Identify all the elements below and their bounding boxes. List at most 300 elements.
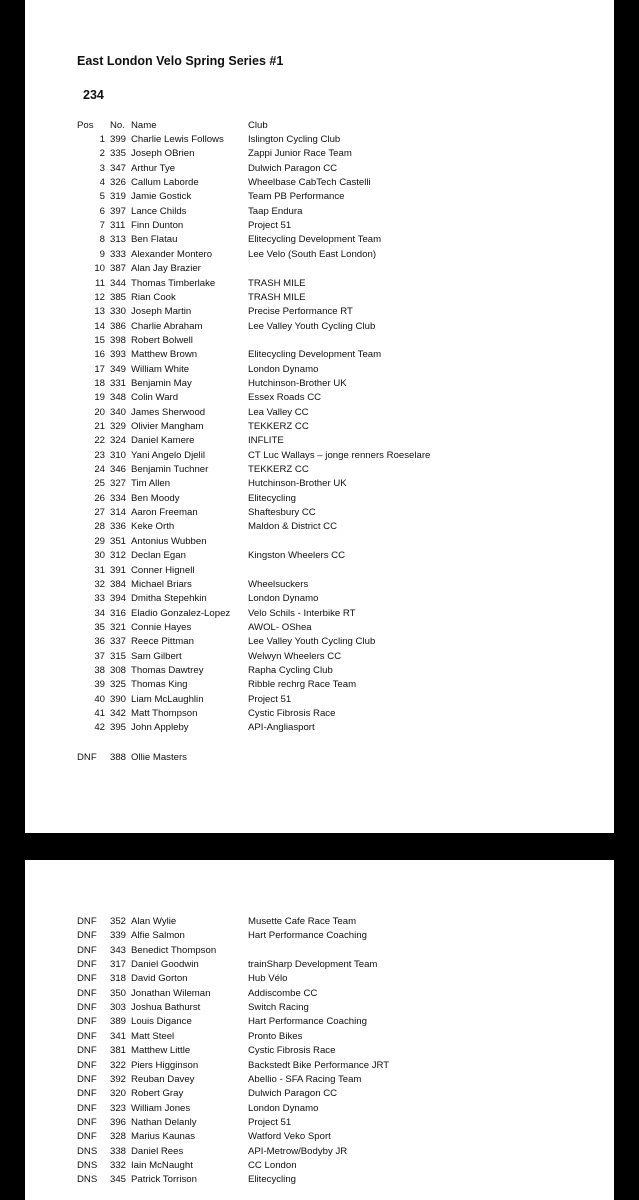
- row-club: Team PB Performance: [248, 191, 345, 203]
- row-pos: 17: [94, 363, 105, 375]
- row-name: Matt Thompson: [131, 708, 198, 719]
- result-row: [25, 391, 614, 405]
- result-row: [25, 1173, 614, 1187]
- result-row: [25, 334, 614, 348]
- row-pos: DNF: [77, 1088, 97, 1100]
- result-row: [25, 578, 614, 592]
- row-club: Project 51: [248, 220, 292, 232]
- row-pos: 14: [94, 320, 105, 332]
- row-club: Welwyn Wheelers CC: [248, 650, 342, 662]
- row-pos: 10: [94, 263, 105, 275]
- row-name: Matthew Brown: [131, 349, 198, 361]
- row-number: 315: [110, 650, 127, 662]
- row-number: 396: [110, 1116, 127, 1128]
- row-club: Precise Performance RT: [248, 306, 353, 318]
- result-row: [25, 205, 614, 219]
- row-club: TEKKERZ CC: [248, 421, 309, 432]
- row-pos: 18: [94, 377, 105, 389]
- row-number: 311: [110, 220, 126, 232]
- row-number: 344: [110, 277, 127, 289]
- result-row: [25, 1116, 614, 1130]
- row-number: 332: [110, 1159, 127, 1171]
- row-number: 320: [110, 1088, 127, 1100]
- row-club: Lee Velo (South East London): [248, 248, 377, 260]
- row-number: 394: [110, 593, 127, 605]
- result-row: [25, 420, 614, 434]
- result-row: [25, 915, 614, 929]
- row-name: Colin Ward: [131, 392, 179, 404]
- row-number: 348: [110, 392, 127, 404]
- result-row: [25, 406, 614, 420]
- row-club: Elitecycling Development Team: [248, 234, 382, 246]
- result-row: [25, 219, 614, 233]
- result-row: [25, 693, 614, 707]
- row-number: 330: [110, 306, 127, 318]
- row-club: Wheelsuckers: [248, 578, 309, 590]
- row-pos: 2: [99, 148, 105, 160]
- row-name: Daniel Goodwin: [131, 959, 199, 971]
- result-row: [25, 535, 614, 549]
- result-row: [25, 147, 614, 161]
- row-pos: 41: [94, 708, 105, 719]
- row-pos: DNF: [77, 1016, 97, 1028]
- row-name: Arthur Tye: [131, 162, 176, 174]
- row-pos: 16: [94, 349, 105, 361]
- row-name: Charlie Lewis Follows: [131, 134, 224, 145]
- row-number: 387: [110, 263, 127, 275]
- result-row: [25, 449, 614, 463]
- row-number: 393: [110, 349, 127, 361]
- row-name: Keke Orth: [131, 521, 175, 533]
- row-name: Jonathan Wileman: [131, 987, 211, 999]
- row-club: Watford Veko Sport: [248, 1131, 331, 1143]
- row-pos: 7: [99, 220, 105, 232]
- row-number: 397: [110, 205, 127, 217]
- row-name: Olivier Mangham: [131, 421, 204, 432]
- result-row: [25, 958, 614, 972]
- row-number: 324: [110, 435, 127, 447]
- row-name: Alfie Salmon: [131, 930, 185, 942]
- row-club: Shaftesbury CC: [248, 507, 316, 519]
- row-club: Hart Performance Coaching: [248, 1016, 367, 1028]
- row-name: Connie Hayes: [131, 621, 192, 633]
- result-row: [25, 277, 614, 291]
- result-row: [25, 664, 614, 678]
- result-row: [25, 1145, 614, 1159]
- row-pos: 22: [94, 435, 105, 447]
- result-row: [25, 972, 614, 986]
- row-club: AWOL- OShea: [248, 621, 312, 633]
- row-pos: 32: [94, 578, 105, 590]
- row-club: Project 51: [248, 1116, 292, 1128]
- row-pos: 19: [94, 392, 105, 404]
- row-pos: DNF: [77, 1116, 97, 1128]
- row-pos: DNS: [77, 1174, 98, 1186]
- row-name: Joseph OBrien: [131, 148, 195, 160]
- row-name: Matt Steel: [131, 1030, 175, 1042]
- row-number: 351: [110, 535, 127, 547]
- row-number: 341: [110, 1030, 127, 1042]
- result-row: [25, 549, 614, 563]
- row-club: Musette Cafe Race Team: [248, 916, 357, 927]
- row-pos: DNF: [77, 959, 97, 971]
- row-pos: 40: [94, 693, 105, 705]
- row-number: 327: [110, 478, 127, 490]
- row-number: 395: [110, 722, 127, 734]
- row-name: Yani Angelo Djelil: [131, 449, 205, 461]
- row-name: Dmitha Stepehkin: [131, 593, 207, 605]
- row-name: Alan Wylie: [131, 916, 177, 927]
- row-name: Antonius Wubben: [131, 535, 207, 547]
- row-name: Rian Cook: [131, 291, 176, 303]
- row-pos: DNF: [77, 752, 97, 763]
- result-row: [25, 1087, 614, 1101]
- row-number: 392: [110, 1073, 127, 1085]
- row-club: Backstedt Bike Performance JRT: [248, 1059, 390, 1071]
- result-row: [25, 987, 614, 1001]
- row-name: Charlie Abraham: [131, 320, 203, 332]
- row-pos: 6: [99, 205, 105, 217]
- row-pos: 33: [94, 593, 105, 605]
- result-row: [25, 650, 614, 664]
- row-club: Cystic Fibrosis Race: [248, 708, 336, 719]
- row-club: Ribble rechrg Race Team: [248, 679, 357, 691]
- row-number: 386: [110, 320, 127, 332]
- row-pos: 30: [94, 550, 105, 562]
- row-club: Abellio - SFA Racing Team: [248, 1073, 362, 1085]
- row-name: Liam McLaughlin: [131, 693, 204, 705]
- row-name: David Gorton: [131, 973, 188, 985]
- row-name: William Jones: [131, 1102, 191, 1114]
- row-name: Callum Laborde: [131, 177, 199, 189]
- row-name: Joseph Martin: [131, 306, 192, 318]
- row-number: 334: [110, 492, 127, 504]
- result-row: [25, 377, 614, 391]
- row-club: Hutchinson-Brother UK: [248, 478, 347, 490]
- row-pos: 26: [94, 492, 105, 504]
- row-number: 308: [110, 664, 127, 676]
- row-club: Hart Performance Coaching: [248, 930, 367, 942]
- result-row: [25, 363, 614, 377]
- row-name: Iain McNaught: [131, 1159, 193, 1171]
- row-club: Islington Cycling Club: [248, 134, 341, 145]
- row-club: London Dynamo: [248, 363, 319, 375]
- row-name: Patrick Torrison: [131, 1174, 197, 1186]
- row-club: TRASH MILE: [248, 291, 306, 303]
- row-name: Benedict Thompson: [131, 944, 217, 956]
- row-number: 342: [110, 708, 127, 719]
- row-pos: 38: [94, 664, 105, 676]
- row-pos: DNF: [77, 1059, 97, 1071]
- row-number: 338: [110, 1145, 127, 1157]
- row-name: Aaron Freeman: [131, 507, 198, 519]
- result-row: [25, 929, 614, 943]
- row-name: Louis Digance: [131, 1016, 192, 1028]
- row-number: 340: [110, 406, 127, 418]
- row-pos: 31: [94, 564, 105, 576]
- row-club: Elitecycling Development Team: [248, 349, 382, 361]
- row-pos: 29: [94, 535, 105, 547]
- row-pos: DNS: [77, 1159, 98, 1171]
- row-pos: DNF: [77, 1045, 97, 1057]
- row-club: Lee Valley Youth Cycling Club: [248, 636, 376, 648]
- header-name: Name: [131, 120, 157, 131]
- row-number: 312: [110, 550, 127, 562]
- row-pos: DNF: [77, 930, 97, 942]
- row-number: 328: [110, 1131, 127, 1143]
- row-number: 398: [110, 334, 127, 346]
- row-name: Jamie Gostick: [131, 191, 192, 203]
- row-pos: 12: [94, 291, 105, 303]
- row-pos: 39: [94, 679, 105, 691]
- row-pos: 34: [94, 607, 105, 619]
- row-number: 347: [110, 162, 127, 174]
- row-club: Maldon & District CC: [248, 521, 338, 533]
- row-number: 326: [110, 177, 127, 189]
- result-row: [25, 1130, 614, 1144]
- result-row: [25, 477, 614, 491]
- row-club: Essex Roads CC: [248, 392, 322, 404]
- row-pos: DNF: [77, 1030, 97, 1042]
- result-row: [25, 506, 614, 520]
- result-row: [25, 1159, 614, 1173]
- row-number: 337: [110, 636, 127, 648]
- result-row: [25, 320, 614, 334]
- row-club: Cystic Fibrosis Race: [248, 1045, 336, 1057]
- row-club: Switch Racing: [248, 1002, 309, 1014]
- row-club: Velo Schils - Interbike RT: [248, 607, 356, 619]
- row-number: 339: [110, 930, 127, 942]
- result-row: [25, 1044, 614, 1058]
- row-pos: 27: [94, 507, 105, 519]
- row-number: 317: [110, 959, 127, 971]
- row-number: 399: [110, 134, 127, 145]
- row-club: Kingston Wheelers CC: [248, 550, 346, 562]
- row-name: Tim Allen: [131, 478, 171, 490]
- row-pos: DNF: [77, 944, 97, 956]
- result-row: [25, 176, 614, 190]
- header-no: No.: [110, 120, 125, 131]
- row-club: TRASH MILE: [248, 277, 306, 289]
- row-club: Hutchinson-Brother UK: [248, 377, 347, 389]
- result-row: [25, 1073, 614, 1087]
- row-name: Daniel Kamere: [131, 435, 195, 447]
- row-pos: DNF: [77, 1073, 97, 1085]
- row-name: Robert Gray: [131, 1088, 184, 1100]
- row-name: Benjamin May: [131, 377, 192, 389]
- result-row: [25, 1030, 614, 1044]
- result-row: [25, 1059, 614, 1073]
- row-pos: 35: [94, 621, 105, 633]
- result-row: [25, 262, 614, 276]
- row-pos: 1: [99, 134, 105, 145]
- result-row: [25, 621, 614, 635]
- row-pos: DNS: [77, 1145, 98, 1157]
- row-number: 303: [110, 1002, 127, 1014]
- results-table-header: [25, 119, 614, 133]
- row-name: Ben Moody: [131, 492, 180, 504]
- row-club: TEKKERZ CC: [248, 464, 309, 476]
- result-row: [25, 678, 614, 692]
- row-club: Elitecycling: [248, 1174, 296, 1186]
- row-number: 389: [110, 1016, 127, 1028]
- row-club: Elitecycling: [248, 492, 296, 504]
- row-club: Taap Endura: [248, 205, 303, 217]
- row-club: Lee Valley Youth Cycling Club: [248, 320, 376, 332]
- result-row: [25, 1001, 614, 1015]
- row-name: Matthew Little: [131, 1045, 191, 1057]
- result-row: [25, 233, 614, 247]
- result-row: [25, 463, 614, 477]
- row-number: 335: [110, 148, 127, 160]
- row-club: CT Luc Wallays – jonge renners Roeselare: [248, 449, 431, 461]
- row-number: 329: [110, 421, 127, 432]
- result-row: [25, 133, 614, 147]
- result-row: [25, 305, 614, 319]
- row-number: 385: [110, 291, 127, 303]
- result-row: [25, 162, 614, 176]
- row-name: Marius Kaunas: [131, 1131, 195, 1143]
- row-club: trainSharp Development Team: [248, 959, 378, 971]
- row-club: Wheelbase CabTech Castelli: [248, 177, 371, 189]
- row-name: Thomas Timberlake: [131, 277, 216, 289]
- row-number: 391: [110, 564, 127, 576]
- row-number: 314: [110, 507, 127, 519]
- row-club: Project 51: [248, 693, 292, 705]
- row-number: 310: [110, 449, 127, 461]
- row-pos: 4: [99, 177, 105, 189]
- row-number: 350: [110, 987, 127, 999]
- row-pos: 28: [94, 521, 105, 533]
- row-number: 322: [110, 1059, 127, 1071]
- row-name: Ben Flatau: [131, 234, 178, 246]
- results-page-2: [25, 860, 614, 1200]
- row-pos: 42: [94, 722, 105, 734]
- row-name: Nathan Delanly: [131, 1116, 197, 1128]
- row-pos: DNF: [77, 987, 97, 999]
- result-row: [25, 190, 614, 204]
- row-number: 346: [110, 464, 127, 476]
- row-number: 381: [110, 1045, 127, 1057]
- result-row: [25, 348, 614, 362]
- result-row: [25, 707, 614, 721]
- row-name: Declan Egan: [131, 550, 186, 562]
- row-pos: 13: [94, 306, 105, 318]
- row-number: 390: [110, 693, 127, 705]
- row-pos: 37: [94, 650, 105, 662]
- row-club: INFLITE: [248, 435, 284, 447]
- row-club: Addiscombe CC: [248, 987, 318, 999]
- row-number: 384: [110, 578, 127, 590]
- header-pos: Pos: [77, 120, 94, 131]
- row-number: 321: [110, 621, 127, 633]
- row-pos: 24: [94, 464, 105, 476]
- row-pos: DNF: [77, 1131, 97, 1143]
- row-name: Alan Jay Brazier: [131, 263, 201, 275]
- row-pos: 23: [94, 449, 105, 461]
- result-row: [25, 520, 614, 534]
- result-row: [25, 434, 614, 448]
- row-name: Robert Bolwell: [131, 334, 193, 346]
- result-row: [25, 248, 614, 262]
- row-pos: 20: [94, 406, 105, 418]
- result-row: [25, 721, 614, 735]
- row-name: Benjamin Tuchner: [131, 464, 209, 476]
- row-pos: 21: [94, 421, 105, 432]
- dnf-row: [25, 751, 614, 765]
- row-number: 316: [110, 607, 127, 619]
- row-name: Reece Pittman: [131, 636, 194, 648]
- row-pos: 8: [99, 234, 105, 246]
- row-name: Sam Gilbert: [131, 650, 182, 662]
- row-number: 336: [110, 521, 127, 533]
- row-name: James Sherwood: [131, 406, 206, 418]
- result-row: [25, 291, 614, 305]
- row-number: 333: [110, 248, 127, 260]
- row-number: 331: [110, 377, 127, 389]
- document-title: East London Velo Spring Series #1: [77, 54, 284, 68]
- row-name: Reuban Davey: [131, 1073, 195, 1085]
- row-name: Piers Higginson: [131, 1059, 199, 1071]
- row-pos: 9: [99, 248, 105, 260]
- row-number: 323: [110, 1102, 127, 1114]
- event-number: 234: [83, 88, 104, 102]
- row-pos: DNF: [77, 973, 97, 985]
- row-name: Michael Briars: [131, 578, 192, 590]
- row-club: Pronto Bikes: [248, 1030, 303, 1042]
- result-row: [25, 1102, 614, 1116]
- row-number: 319: [110, 191, 127, 203]
- row-pos: 3: [99, 162, 105, 174]
- row-pos: 36: [94, 636, 105, 648]
- row-name: Thomas Dawtrey: [131, 664, 204, 676]
- result-row: [25, 607, 614, 621]
- row-pos: DNF: [77, 1002, 97, 1014]
- results-page-1: [25, 0, 614, 833]
- row-club: Dulwich Paragon CC: [248, 1088, 338, 1100]
- result-row: [25, 944, 614, 958]
- header-club: Club: [248, 120, 268, 131]
- row-number: 388: [110, 752, 127, 763]
- row-pos: 11: [95, 277, 105, 289]
- row-name: Daniel Rees: [131, 1145, 184, 1157]
- row-name: Conner Hignell: [131, 564, 195, 576]
- result-row: [25, 492, 614, 506]
- row-name: William White: [131, 363, 190, 375]
- row-club: Hub Vélo: [248, 973, 288, 985]
- row-name: John Appleby: [131, 722, 189, 734]
- row-club: Lea Valley CC: [248, 406, 309, 418]
- result-row: [25, 592, 614, 606]
- row-club: Zappi Junior Race Team: [248, 148, 352, 160]
- row-number: 352: [110, 916, 127, 927]
- row-pos: 5: [99, 191, 105, 203]
- row-club: CC London: [248, 1159, 297, 1171]
- row-club: Dulwich Paragon CC: [248, 162, 338, 174]
- row-pos: 25: [94, 478, 105, 490]
- row-club: London Dynamo: [248, 593, 319, 605]
- row-name: Thomas King: [131, 679, 188, 691]
- row-number: 318: [110, 973, 127, 985]
- row-name: Lance Childs: [131, 205, 187, 217]
- row-name: Alexander Montero: [131, 248, 213, 260]
- row-club: Rapha Cycling Club: [248, 664, 333, 676]
- row-number: 313: [110, 234, 127, 246]
- row-number: 349: [110, 363, 127, 375]
- result-row: [25, 564, 614, 578]
- row-club: London Dynamo: [248, 1102, 319, 1114]
- result-row: [25, 1015, 614, 1029]
